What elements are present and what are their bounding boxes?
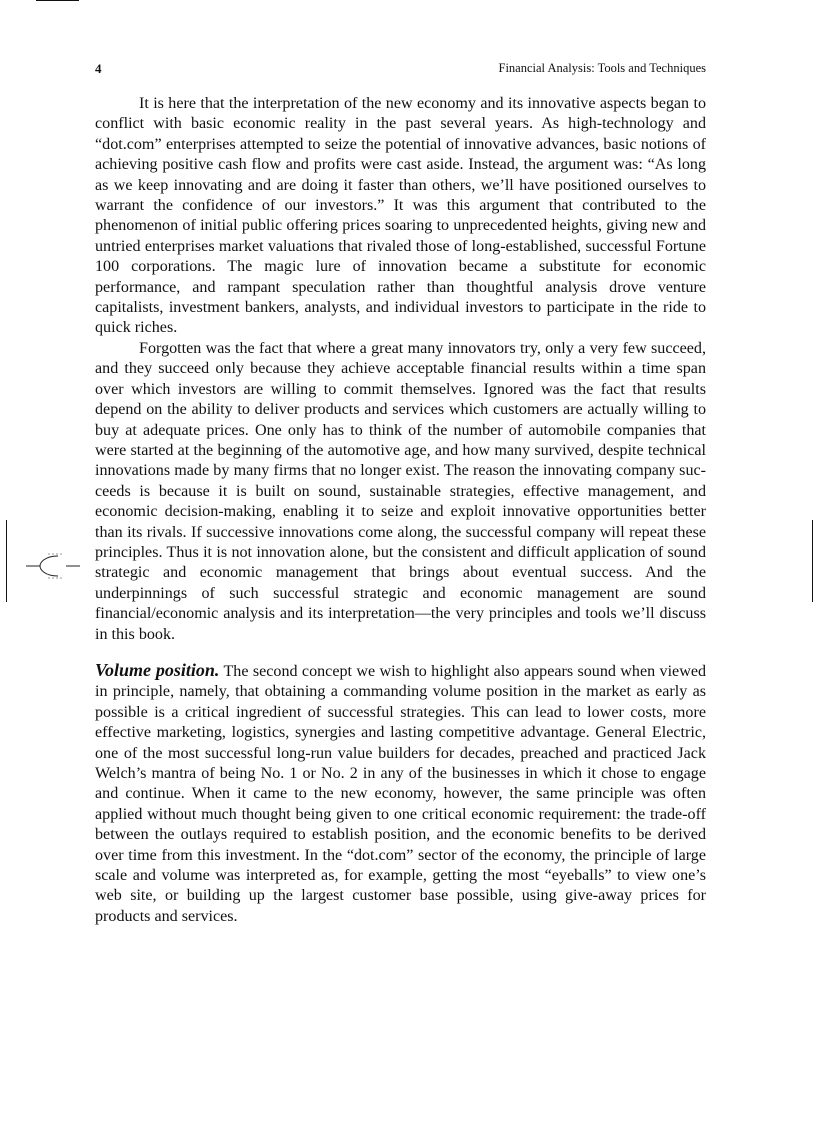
section-heading: Volume position. bbox=[95, 659, 220, 680]
body-text bbox=[95, 94, 706, 927]
page-number: 4 bbox=[95, 61, 102, 76]
section-text: The second concept we wish to highlight also appears sound when viewed in principle, namely, that obtaining a commanding volume position in the market as early as possible is a critical ingredient of successful strategies. This can lead to lower costs, more effective marketing, logistics, synergies and lasting competitive advantage. General Electric, one of the most successful long-run value builders for decades, preached and practiced Jack Welch’s mantra of being No. 1 or No. 2 in any of the businesses in which it chose to engage and continue. When it came to the new economy, however, the same principle was often applied without much thought being given to one critical economic requirement: the trade-off between the outlays required to establish position, and the economic benefits to be derived over time from this investment. In the “dot.com” sector of the economy, the principle of large scale and volume was interpreted as, for example, getting the most “eyeballs” to view one’s web site, or building up the largest customer base possible, using give-away prices for products and services. bbox=[95, 662, 707, 925]
paragraph: Forgotten was the fact that where a great many innovators try, only a very few succeed, and they succeed only because they achieve acceptable financial results within a time span over which investors are willing to commit themselves. Ignored was the fact that results depend on the ability to deliver products and services which customers are actually willing to buy at adequate prices. One only has to think of the number of automobile companies that were started at the beginning of the automotive age, and how many survived, despite technical innovations made by many firms that no longer exist. The reason the innovating company succeeds is because it is built on sound, sustainable strategies, effective management, and economic decision-making, enabling it to seize and exploit innovative opportunities better than its rivals. If successive innovations come along, the successful company will repeat these principles. Thus it is not innovation alone, but the consistent and difficult application of sound strategic and economic management that brings about eventual success. And the underpinnings of such successful strategic and economic management are sound financial/economic analysis and its interpretation—the very principles and tools we’ll discuss in this book. bbox=[95, 339, 706, 643]
running-title: Financial Analysis: Tools and Techniques bbox=[498, 61, 706, 75]
crop-mark-top bbox=[36, 0, 79, 1]
crop-line-left bbox=[6, 520, 7, 602]
page-header bbox=[95, 61, 706, 79]
registration-mark-icon bbox=[26, 553, 80, 579]
crop-line-right bbox=[812, 520, 813, 602]
paragraph: It is here that the interpretation of the new economy and its innovative aspects began to conflict with basic economic reality in the past several years. As high-technology and “dot.com” enterprises attempted to seize the potential of innovative advances, basic notions of achieving positive cash flow and profits were cast aside. Instead, the argument was: “As long as we keep innovating and are doing it faster than others, we’ll have positioned ourselves to warrant the confidence of our investors.” It was this argument that contributed to the phenomenon of initial public offering prices soaring to unprecedented heights, giving new and untried enterprises market valuations that rivaled those of long-established, successful Fortune 100 corporations. The magic lure of innovation became a substitute for economic performance, and rampant speculation rather than thoughtful analysis drove venture capitalists, investment bankers, analysts, and individual investors to participate in the ride to quick riches. bbox=[95, 95, 706, 337]
section-paragraph bbox=[95, 660, 706, 927]
